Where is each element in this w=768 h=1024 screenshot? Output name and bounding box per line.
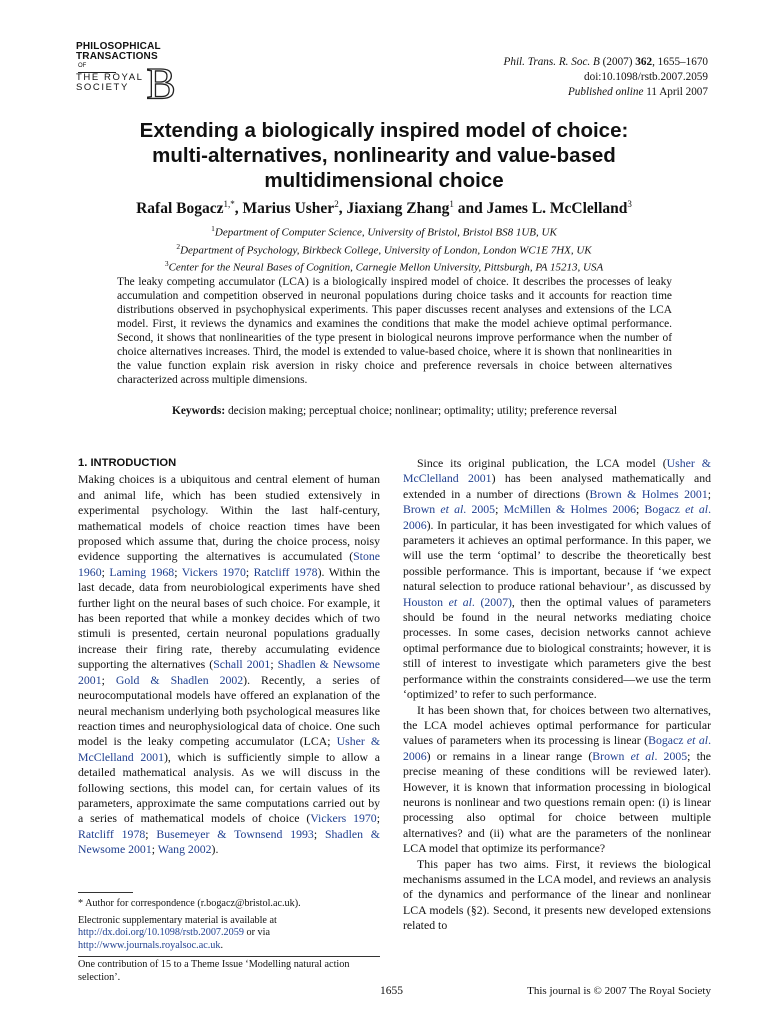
ref-link[interactable]: Bogacz et al. 2006 <box>403 733 712 763</box>
citation-line: Phil. Trans. R. Soc. B (2007) 362, 1655–1670 <box>503 56 708 68</box>
left-column <box>78 456 380 858</box>
svg-text:B: B <box>146 62 176 102</box>
logo-of: OF <box>76 62 186 73</box>
title-line-3: multidimensional choice <box>264 169 504 192</box>
journal-logo <box>76 42 186 100</box>
ref-link[interactable]: Brown et al. 2005 <box>592 748 688 763</box>
ref-link[interactable]: Brown et al. 2005 <box>403 502 496 517</box>
ref-link[interactable]: Usher & McClelland 2001 <box>403 456 711 486</box>
page-number: 1655 <box>380 985 403 997</box>
esm-doi-link[interactable]: http://dx.doi.org/10.1098/rstb.2007.2059 <box>78 927 244 938</box>
ref-link[interactable]: Brown & Holmes 2001 <box>589 486 708 501</box>
affiliation-1: $^1$Department of Computer Science, University of Bristol, Bristol BS8 1UB, UK <box>211 224 557 239</box>
affiliation-3: $^3$Center for the Neural Bases of Cognition, Carnegie Mellon University, Pittsburgh, PA 15213, USA <box>164 259 604 274</box>
ref-link[interactable]: Shadlen & Newsome 2001 <box>78 657 380 687</box>
abstract: The leaky competing accumulator (LCA) is a biologically inspired model of choice. It describes the processes of leaky accumulation and competition observed in neuronal populations during choice tasks and it accounts for reaction time distributions observed in psychophysical experiments. This paper discusses recent analyses and extensions of the LCA model. First, it reviews the dynamics and examines the conditions that make the model achieve optimal performance. Second, it shows that nonlinearities of the type present in biological neurons improve performance when the number of choice alternatives increases. Third, the model is extended to value-based choice, where it is shown that nonlinearities in the value function explain risk aversion in risky choice and preference reversals in choice between alternatives characterized across multiple dimensions. <box>117 276 672 386</box>
logo-line-2: TRANSACTIONS <box>76 51 158 62</box>
ref-link[interactable]: Gold & Shadlen 2002 <box>115 672 244 687</box>
ref-link[interactable]: Laming 1968 <box>109 564 175 579</box>
contribution-note: One contribution of 15 to a Theme Issue ‘Modelling natural action selection’. <box>78 956 380 984</box>
intro-paragraph: Making choices is a ubiquitous and central element of human and animal life, which has been studied extensively in experimental psychology. Within the last half-century, mathematical models of choice reaction times have been proposed which assume that, during the choice process, noisy evidence supporting the alternatives is accumulated (Stone 1960; Laming 1968; Vickers 1970; Ratcliff 1978). Within the last decade, data from neurobiological experiments have shed further light on the neural bases of such choice. For example, it has been reported that while a monkey decides which of two stimuli is presented, certain neuronal populations gradually increase their firing rate, thereby accumulating evidence supporting the alternatives (Schall 2001; Shadlen & Newsome 2001; Gold & Shadlen 2002). Recently, a series of neurocomputational models have offered an explanation of the neural mechanism underlying both psychological measures like reaction times and neurophysiological data of choice. One such model is the leaky competing accumulator (LCA; Usher & McClelland 2001), which is sufficiently simple to allow a detailed mathematical analysis. As we will discuss in the following sections, this model can, for certain values of its parameters, approximate the same computations carried out by a series of mathematical models of choice (Vickers 1970; Ratcliff 1978; Busemeyer & Townsend 1993; Shadlen & Newsome 2001; Wang 2002). <box>78 472 380 857</box>
ref-link[interactable]: Schall 2001 <box>213 657 271 672</box>
logo-line-4: SOCIETY <box>76 82 129 93</box>
published-line: Published online 11 April 2007 <box>567 86 708 98</box>
ref-link[interactable]: Vickers 1970 <box>181 564 246 579</box>
footnotes <box>78 892 380 988</box>
copyright-notice: This journal is © 2007 The Royal Society <box>527 985 711 997</box>
correspondence-note: * Author for correspondence (r.bogacz@bristol.ac.uk). <box>78 898 301 909</box>
keywords: Keywords: decision making; perceptual choice; nonlinear; optimality; utility; preference reversal <box>171 405 618 417</box>
logo-line-1: PHILOSOPHICAL <box>76 41 161 52</box>
esm-note: Electronic supplementary material is available at http://dx.doi.org/10.1098/rstb.2007.2059 or via http://www.journals.royalsoc.ac.uk. <box>78 914 277 951</box>
paragraph-1: Since its original publication, the LCA model (Usher & McClelland 2001) has been analysed mathematically and extended in a number of directions (Brown & Holmes 2001; Brown et al. 2005; McMillen & Holmes 2006; Bogacz et al. 2006). In particular, it has been investigated for which values of parameters it achieves an optimal performance. In this paper, we will use the term ‘optimal’ to describe the theoretically best possible performance. This is important, because if ‘we expect natural selection to produce rational behaviour’, as discussed by Houston et al. (2007), then the optimal values of parameters should be found in the neural networks mediating choice processes. In some cases, decision networks cannot achieve optimal performance due to biological constraints; however, it is still of interest to investigate which parameters give the best performance within the constraints considered—we use the term ‘optimized’ to refer to such performance. <box>403 456 712 702</box>
paper-title <box>70 118 698 193</box>
affiliation-list <box>60 222 708 275</box>
title-line-1: Extending a biologically inspired model of choice: <box>139 119 629 142</box>
ref-link[interactable]: Ratcliff 1978 <box>78 826 146 841</box>
paragraph-2: It has been shown that, for choices between two alternatives, the LCA model achieves optimal performance for particular values of parameters when its processing is linear (Bogacz et al. 2006) or remains in a linear range (Brown et al. 2005; the precise meaning of these conditions will be reviewed later). However, it is known that information processing in biological neurons is nonlinear and two questions remain open: (i) is linear processing also optimal for choice between multiple alternatives? and (ii) what are the parameters of the nonlinear LCA model that optimize its performance? <box>403 702 712 856</box>
section-heading: 1. INTRODUCTION <box>78 457 177 469</box>
author-3: Jiaxiang Zhang$^1$ and <box>346 199 487 218</box>
journal-citation <box>504 55 708 100</box>
ref-link[interactable]: Wang 2002 <box>157 842 212 857</box>
doi-line: doi:10.1098/rstb.2007.2059 <box>584 71 708 83</box>
ref-link[interactable]: Houston et al. (2007) <box>403 594 512 609</box>
ref-link[interactable]: Shadlen & Newsome 2001 <box>78 826 380 857</box>
paragraph-3: This paper has two aims. First, it reviews the biological mechanisms assumed in the LCA model, and reviews an analysis of the dynamics and performance of the linear and nonlinear LCA models (§2). Second, it presents new developed extensions related to <box>403 856 711 933</box>
ref-link[interactable]: Stone 1960 <box>78 549 380 579</box>
author-list <box>60 199 708 218</box>
ref-link[interactable]: McMillen & Holmes 2006 <box>503 502 636 517</box>
ref-link[interactable]: Usher & McClelland 2001 <box>78 734 380 764</box>
journal-site-link[interactable]: http://www.journals.royalsoc.ac.uk <box>78 939 221 951</box>
logo-b-letter <box>141 62 181 102</box>
title-line-2: multi-alternatives, nonlinearity and value-based <box>152 144 616 167</box>
logo-line-3: THE ROYAL <box>76 72 144 83</box>
ref-link[interactable]: Busemeyer & Townsend 1993 <box>156 826 314 841</box>
footnote-rule <box>78 892 133 893</box>
right-column <box>403 456 711 934</box>
affiliation-2: $^2$Department of Psychology, Birkbeck College, University of London, London WC1E 7HX, UK <box>176 241 592 257</box>
ref-link[interactable]: Bogacz et al. 2006 <box>403 502 712 532</box>
ref-link[interactable]: Ratcliff 1978 <box>253 564 318 579</box>
ref-link[interactable]: Vickers 1970 <box>310 811 377 826</box>
author-1: Rafal Bogacz$^{1,*}$, <box>136 199 243 218</box>
author-2: Marius Usher$^2$, <box>242 199 347 218</box>
author-4: James L. McClelland$^3$ <box>486 199 632 218</box>
